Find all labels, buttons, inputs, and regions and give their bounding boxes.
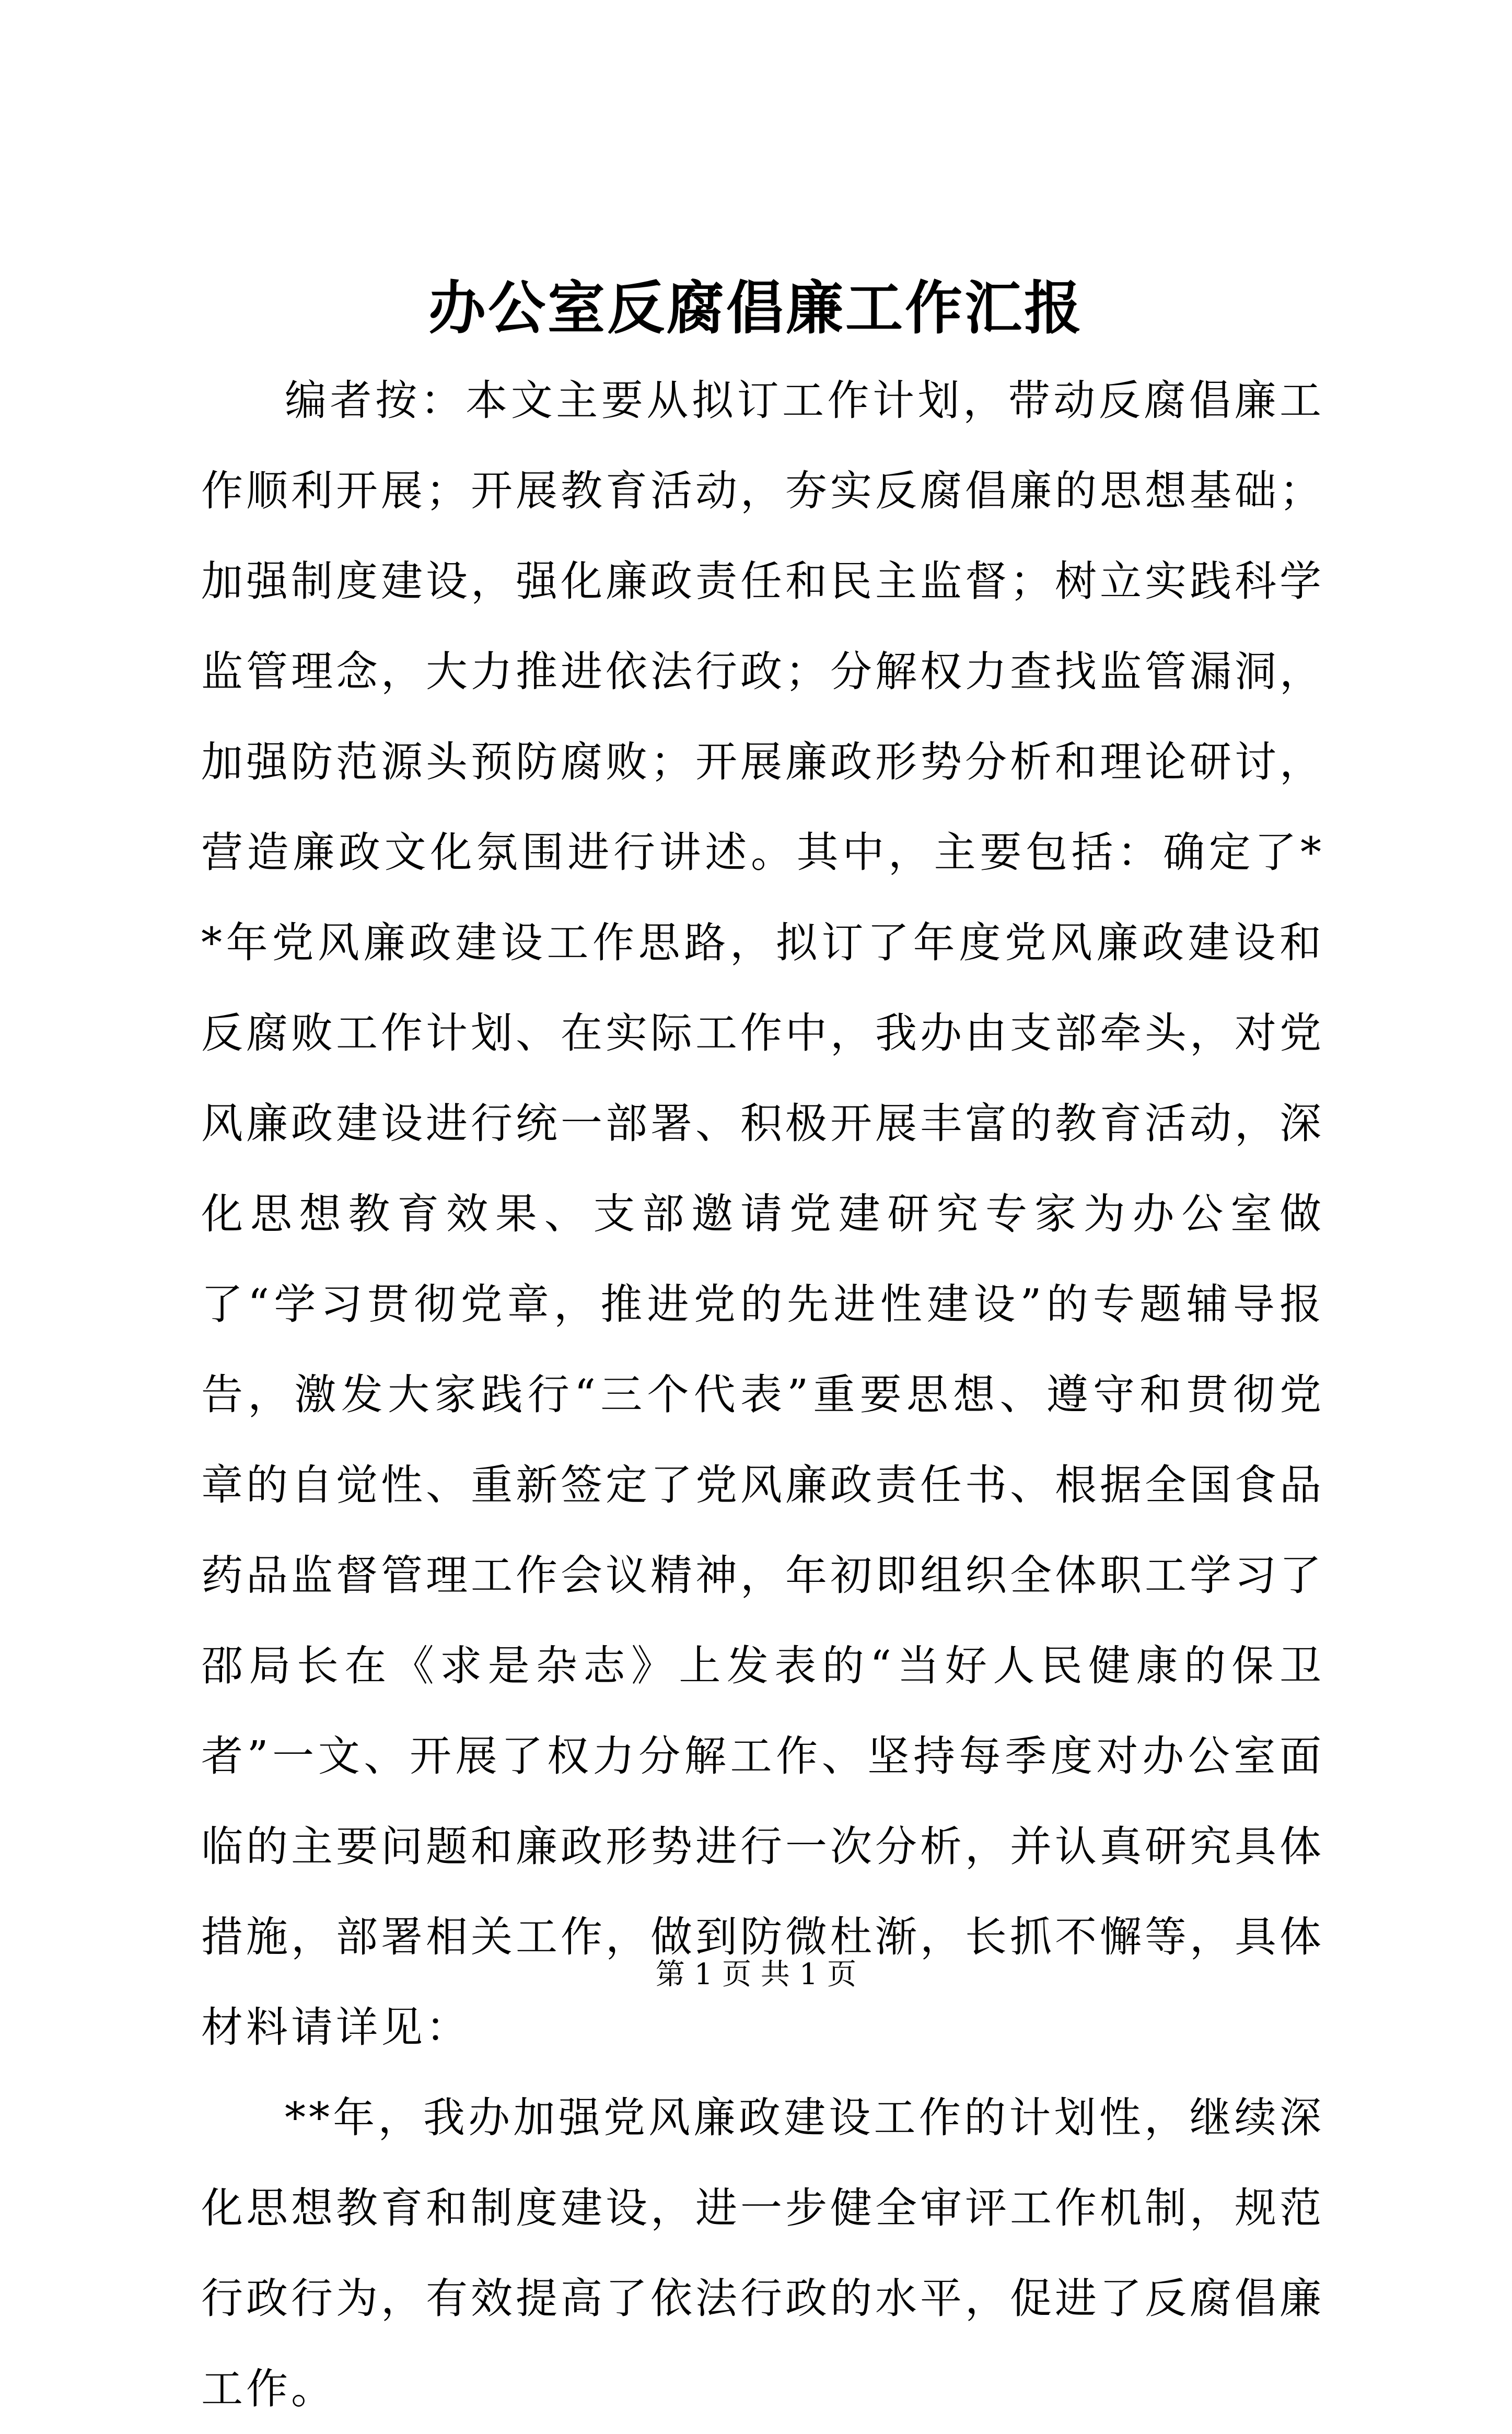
paragraph-editor-note: 编者按：本文主要从拟订工作计划，带动反腐倡廉工作顺利开展；开展教育活动，夯实反腐倡廉的思想基础；加强制度建设，强化廉政责任和民主监督；树立实践科学监管理念，大力推进依法行政；分解权力查找监管漏洞，加强防范源头预防腐败；开展廉政形势分析和理论研讨，营造廉政文化氛围进行讲述。其中，主要包括：确定了**年党风廉政建设工作思路，拟订了年度党风廉政建设和反腐败工作计划、在实际工作中，我办由支部牵头，对党风廉政建设进行统一部署、积极开展丰富的教育活动，深化思想教育效果、支部邀请党建研究专家为办公室做了“学习贯彻党章，推进党的先进性建设”的专题辅导报告，激发大家践行“三个代表”重要思想、遵守和贯彻党章的自觉性、重新签定了党风廉政责任书、根据全国食品药品监督管理工作会议精神，年初即组织全体职工学习了邵局长在《求是杂志》上发表的“当好人民健康的保卫者”一文、开展了权力分解工作、坚持每季度对办公室面临的主要问题和廉政形势进行一次分析，并认真研究具体措施，部署相关工作，做到防微杜渐，长抓不懈等，具体材料请详见： bbox=[201, 376, 1324, 2052]
paragraph-summary: **年，我办加强党风廉政建设工作的计划性，继续深化思想教育和制度建设，进一步健全审评工作机制，规范行政行为，有效提高了依法行政的水平，促进了反腐倡廉工作。 bbox=[201, 2093, 1324, 2413]
page-footer: 第 1 页 共 1 页 bbox=[655, 1958, 857, 1992]
document-title: 办公室反腐倡廉工作汇报 bbox=[428, 274, 1084, 342]
document-body bbox=[201, 355, 1324, 2434]
